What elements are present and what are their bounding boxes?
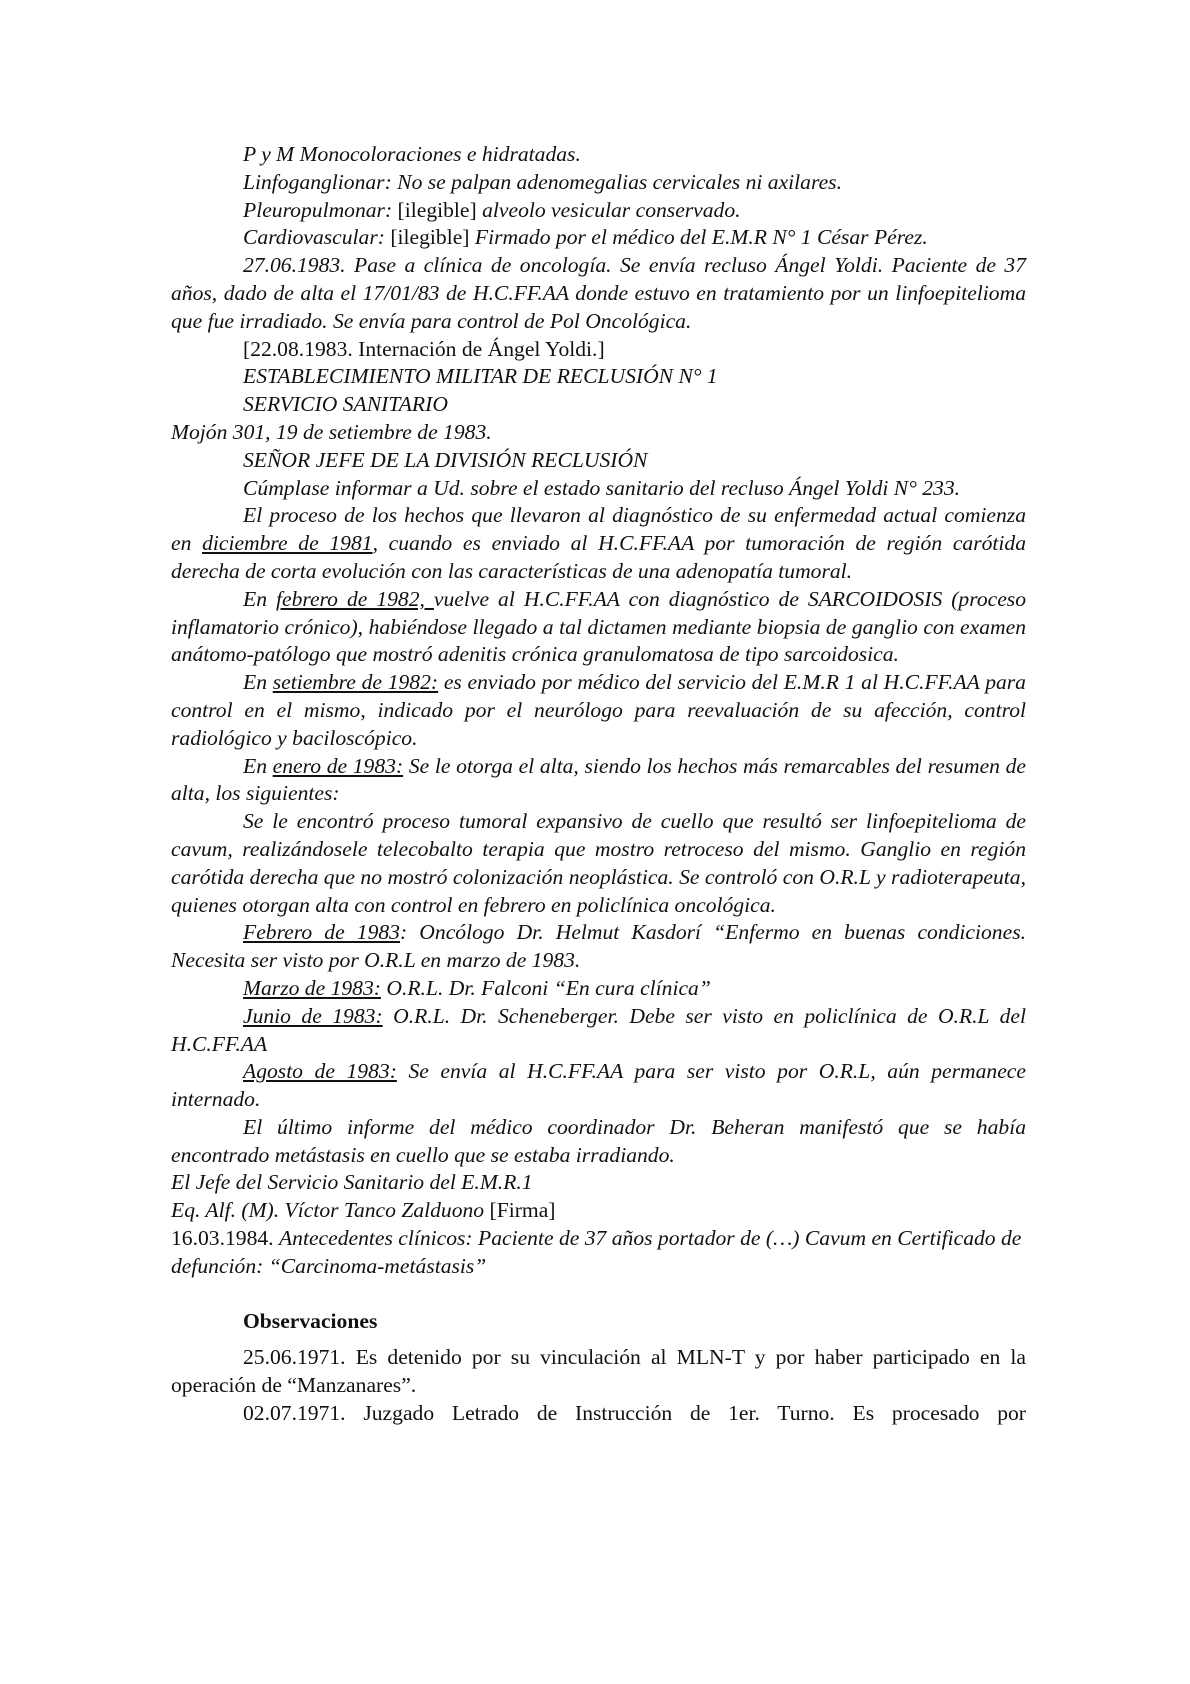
servicio-line: SERVICIO SANITARIO bbox=[243, 392, 448, 417]
establecimiento-line: ESTABLECIMIENTO MILITAR DE RECLUSIÓN N° 1 bbox=[243, 364, 718, 389]
linfoganglionar-line: Linfoganglionar: No se palpan adenomegalias cervicales ni axilares. bbox=[243, 169, 842, 194]
cardio-illegible: [ilegible] bbox=[390, 225, 470, 250]
enero-text-a: En bbox=[243, 753, 273, 778]
marzo-date: Marzo de 1983: bbox=[243, 975, 381, 1000]
enero-text-b: Se le otorga el alta, siendo los hechos más remarcables del resumen de alta, los siguientes: bbox=[171, 753, 1027, 806]
pleuro-illegible: [ilegible] bbox=[397, 197, 477, 222]
febrero-1983-paragraph bbox=[171, 919, 1026, 975]
antecedentes-text: Antecedentes clínicos: Paciente de 37 años portador de (…) Cavum en Certificado de defunción: “Carcinoma-metástasis” bbox=[171, 1226, 1022, 1278]
marzo-1983-line bbox=[171, 975, 1026, 1003]
febrero-text-a: En bbox=[243, 586, 276, 611]
feb83-text: : Oncólogo Dr. Helmut Kasdorí “Enfermo en buenas condiciones. Necesita ser visto por O.R.L en marzo de 1983. bbox=[171, 920, 1026, 973]
jefe-line: El Jefe del Servicio Sanitario del E.M.R.1 bbox=[171, 1170, 533, 1195]
setiembre-text-b: es enviado por médico del servicio del E.M.R 1 al H.C.FF.AA para control en el mismo, indicado por el neurólogo para reevaluación de su afección, control radiológico y baciloscópico. bbox=[171, 670, 1026, 750]
encontro-paragraph: Se le encontró proceso tumoral expansivo de cuello que resultó ser linfoepitelioma de cavum, realizándosele telecobalto terapia que mostro retroceso del mismo. Ganglio en región carótida derecha que no mostró colonización neoplástica. Se controló con O.R.L y radioterapeuta, quienes otorgan alta con control en febrero en policlínica oncológica. bbox=[171, 809, 1026, 917]
proceso-text-a: El proceso de los hechos que llevaron al diagnóstico de su enfermedad actual comienza en bbox=[171, 503, 1026, 556]
internacion-line: [22.08.1983. Internación de Ángel Yoldi.] bbox=[243, 336, 605, 361]
observaciones-paragraph-2: 02.07.1971. Juzgado Letrado de Instrucción de 1er. Turno. Es procesado por bbox=[243, 1401, 1026, 1426]
cumplase-paragraph: Cúmplase informar a Ud. sobre el estado sanitario del recluso Ángel Yoldi N° 233. bbox=[243, 475, 961, 500]
cardio-label: Cardiovascular: bbox=[243, 225, 391, 250]
junio-text: O.R.L. Dr. Scheneberger. Debe ser visto en policlínica de O.R.L del H.C.FF.AA bbox=[171, 1003, 1026, 1056]
pleuro-text: alveolo vesicular conservado. bbox=[476, 197, 741, 222]
mojon-date-line: Mojón 301, 19 de setiembre de 1983. bbox=[171, 419, 492, 444]
setiembre-date: setiembre de 1982: bbox=[272, 670, 439, 695]
proceso-paragraph bbox=[171, 502, 1026, 585]
signature-line bbox=[171, 1197, 1026, 1225]
pleuro-label: Pleuropulmonar: bbox=[243, 197, 398, 222]
febrero-date: febrero de 1982, bbox=[275, 586, 434, 611]
pase-oncologia-paragraph: 27.06.1983. Pase a clínica de oncología. Se envía recluso Ángel Yoldi. Paciente de 37 años, dado de alta el 17/01/83 de H.C.FF.AA donde estuvo en tratamiento por un linfoepitelioma que fue irradiado. Se envía para control de Pol Oncológica. bbox=[171, 253, 1026, 333]
febrero-text-b: vuelve al H.C.FF.AA con diagnóstico de SARCOIDOSIS (proceso inflamatorio crónico), habiéndose llegado a tal dictamen mediante biopsia de ganglio con examen anátomo-patólogo que mostró adenitis crónica granulomatosa de tipo sarcoidosica. bbox=[171, 586, 1026, 667]
ultimo-informe-paragraph: El último informe del médico coordinador Dr. Beheran manifestó que se había encontrado metástasis en cuello que se estaba irradiando. bbox=[171, 1114, 1026, 1167]
proceso-text-b: , cuando es enviado al H.C.FF.AA por tumoración de región carótida derecha de corta evolución con las características de una adenopatía tumoral. bbox=[171, 531, 1026, 583]
enero-1983-paragraph bbox=[171, 753, 1026, 809]
agosto-text: Se envía al H.C.FF.AA para ser visto por O.R.L, aún permanece internado. bbox=[171, 1059, 1026, 1112]
observaciones-paragraph-1: 25.06.1971. Es detenido por su vinculación al MLN-T y por haber participado en la operación de “Manzanares”. bbox=[171, 1345, 1026, 1398]
enero-date: enero de 1983: bbox=[272, 753, 404, 778]
observaciones-heading: Observaciones bbox=[243, 1308, 378, 1333]
marzo-text: O.R.L. Dr. Falconi “En cura clínica” bbox=[380, 975, 711, 1000]
signatory-name: Eq. Alf. (M). Víctor Tanco Zalduono bbox=[171, 1198, 485, 1223]
agosto-date: Agosto de 1983: bbox=[243, 1059, 397, 1084]
cardiovascular-line bbox=[171, 224, 1026, 252]
antecedentes-date: 16.03.1984. bbox=[171, 1226, 279, 1251]
setiembre-1982-paragraph bbox=[171, 669, 1026, 752]
cardio-text: Firmado por el médico del E.M.R N° 1 César Pérez. bbox=[469, 225, 928, 250]
section-spacer bbox=[171, 1281, 1026, 1308]
pleuropulmonar-line bbox=[171, 197, 1026, 225]
agosto-1983-paragraph bbox=[171, 1058, 1026, 1114]
pym-line: P y M Monocoloraciones e hidratadas. bbox=[243, 142, 581, 166]
heading-spacer bbox=[171, 1335, 1026, 1344]
document-page bbox=[171, 141, 1026, 1428]
antecedentes-paragraph bbox=[171, 1225, 1026, 1281]
senor-jefe-line: SEÑOR JEFE DE LA DIVISIÓN RECLUSIÓN bbox=[243, 447, 648, 472]
junio-1983-paragraph bbox=[171, 1003, 1026, 1059]
junio-date: Junio de 1983: bbox=[243, 1003, 383, 1028]
feb83-date: Febrero de 1983 bbox=[243, 920, 400, 945]
proceso-date: diciembre de 1981 bbox=[202, 531, 373, 556]
setiembre-text-a: En bbox=[243, 670, 273, 695]
febrero-1982-paragraph bbox=[171, 586, 1026, 669]
firma-note: [Firma] bbox=[484, 1198, 556, 1223]
